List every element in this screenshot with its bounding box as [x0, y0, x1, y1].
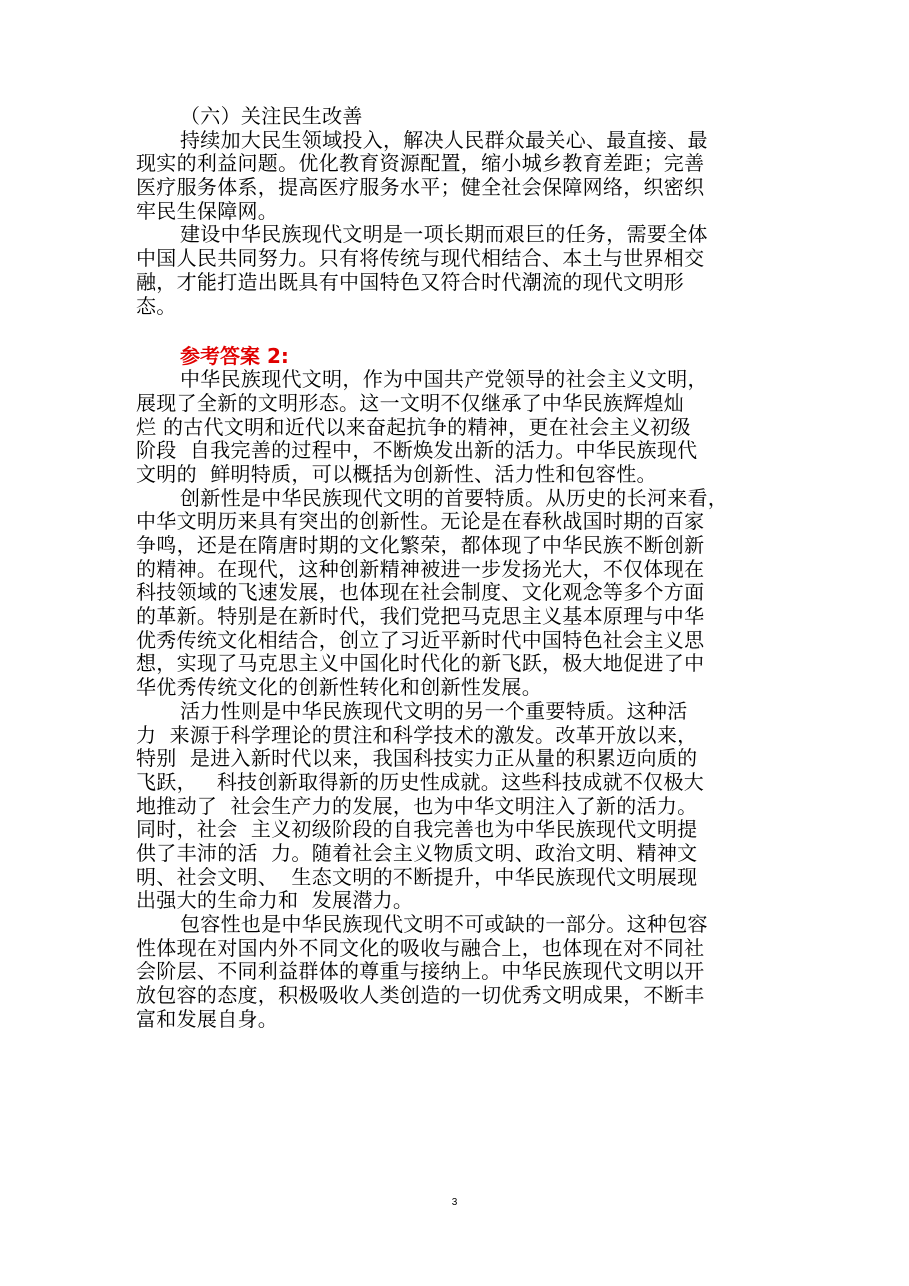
document-body	[136, 105, 784, 1031]
spacer	[136, 318, 784, 344]
paragraph-line: 性体现在对国内外不同文化的吸收与融合上，也体现在对不同社	[136, 935, 705, 960]
paragraph-line: 争鸣，还是在隋唐时期的文化繁荣，都体现了中华民族不断创新	[136, 533, 705, 557]
paragraph-line: 包容性也是中华民族现代文明不可或缺的一部分。这种包容	[180, 912, 708, 936]
paragraph-line: 明、社会文明、 生态文明的不断提升，中华民族现代文明展现	[136, 864, 698, 889]
paragraph-line: 医疗服务体系，提高医疗服务水平；健全社会保障网络，织密织	[136, 175, 705, 200]
paragraph-line: 建设中华民族现代文明是一项长期而艰巨的任务，需要全体	[180, 222, 708, 247]
paragraph-line: 创新性是中华民族现代文明的首要特质。从历史的长河来看，	[180, 485, 729, 510]
paragraph-line: 中华文明历来具有突出的创新性。无论是在春秋战国时期的百家	[136, 509, 705, 534]
paragraph-line: 中华民族现代文明，作为中国共产党领导的社会主义文明，	[180, 367, 708, 392]
paragraph-line: 的精神。在现代，这种创新精神被进一步发扬光大，不仅体现在	[136, 556, 705, 581]
paragraph-line: 态。	[136, 293, 177, 318]
paragraph-line: 出强大的生命力和 发展潜力。	[136, 888, 414, 913]
paragraph-line: 融，才能打造出既具有中国特色又符合时代潮流的现代文明形	[136, 269, 685, 294]
paragraph-line: 富和发展自身。	[136, 1006, 279, 1031]
paragraph-line: 力 来源于科学理论的贯注和科学技术的激发。改革开放以来，	[136, 722, 698, 747]
paragraph-line: 展现了全新的文明形态。这一文明不仅继承了中华民族辉煌灿	[136, 390, 685, 415]
section-heading: （六）关注民生改善	[180, 104, 363, 128]
paragraph-line: 科技领域的飞速发展，也体现在社会制度、文化观念等多个方面	[136, 580, 705, 605]
page-number: 3	[451, 1197, 458, 1208]
paragraph-line: 会阶层、不同利益群体的尊重与接纳上。中华民族现代文明以开	[136, 959, 705, 984]
paragraph-line: 优秀传统文化相结合，创立了习近平新时代中国特色社会主义思	[136, 627, 705, 652]
paragraph-line: 中国人民共同努力。只有将传统与现代相结合、本土与世界相交	[136, 246, 705, 271]
paragraph-line: 想，实现了马克思主义中国化时代化的新飞跃，极大地促进了中	[136, 651, 705, 676]
paragraph-line: 牢民生保障网。	[136, 198, 279, 223]
paragraph-line: 放包容的态度，积极吸收人类创造的一切优秀文明成果，不断丰	[136, 983, 705, 1008]
paragraph-line: 飞跃， 科技创新取得新的历史性成就。这些科技成就不仅极大	[136, 769, 705, 794]
paragraph-line: 同时，社会 主义初级阶段的自我完善也为中华民族现代文明提	[136, 817, 698, 842]
paragraph-line: 供了丰沛的活 力。随着社会主义物质文明、政治文明、精神文	[136, 840, 698, 865]
paragraph-line: 华优秀传统文化的创新性转化和创新性发展。	[136, 675, 542, 700]
paragraph-line: 烂 的古代文明和近代以来奋起抗争的精神，更在社会主义初级	[136, 414, 691, 439]
paragraph-line: 阶段 自我完善的过程中，不断焕发出新的活力。中华民族现代	[136, 438, 698, 463]
paragraph-line: 活力性则是中华民族现代文明的另一个重要特质。这种活	[180, 698, 688, 723]
paragraph-line: 地推动了 社会生产力的发展，也为中华文明注入了新的活力。	[136, 793, 698, 818]
paragraph-line: 文明的 鲜明特质，可以概括为创新性、活力性和包容性。	[136, 461, 657, 486]
answer-heading: 参考答案 2:	[180, 344, 289, 369]
paragraph-line: 持续加大民生领域投入，解决人民群众最关心、最直接、最	[180, 127, 708, 152]
paragraph-line: 的革新。特别是在新时代，我们党把马克思主义基本原理与中华	[136, 604, 705, 629]
paragraph-line: 特别 是进入新时代以来，我国科技实力正从量的积累迈向质的	[136, 746, 698, 771]
paragraph-line: 现实的利益问题。优化教育资源配置，缩小城乡教育差距；完善	[136, 151, 705, 176]
